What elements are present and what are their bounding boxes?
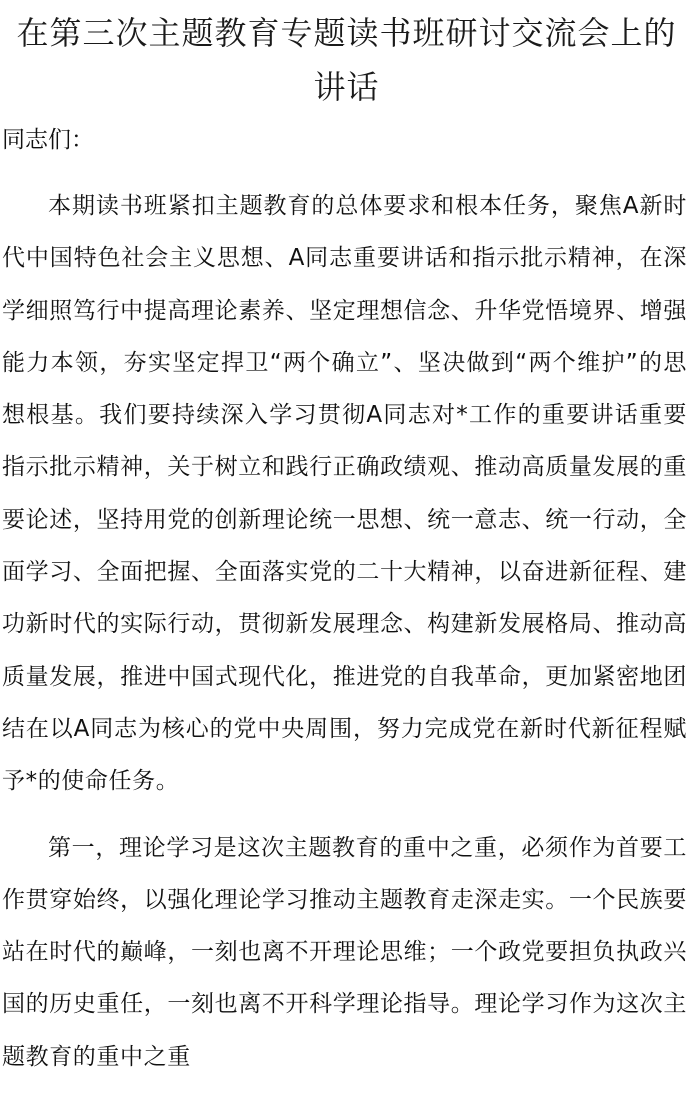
body-paragraph-1: 本期读书班紧扣主题教育的总体要求和根本任务，聚焦A新时代中国特色社会主义思想、A同志重要讲话和指示批示精神，在深学细照笃行中提高理论素养、坚定理想信念、升华党悟境界、增强能力本领，夯实坚定捍卫“两个确立”、坚决做到“两个维护”的思想根基。我们要持续深入学习贯彻A同志对*工作的重要讲话重要指示批示精神，关于树立和践行正确政绩观、推动高质量发展的重要论述，坚持用党的创新理论统一思想、统一意志、统一行动，全面学习、全面把握、全面落实党的二十大精神，以奋进新征程、建功新时代的实际行动，贯彻新发展理念、构建新发展格局、推动高质量发展，推进中国式现代化，推进党的自我革命，更加紧密地团结在以A同志为核心的党中央周围，努力完成党在新时代新征程赋予*的使命任务。 bbox=[2, 193, 687, 795]
document-title: 在第三次主题教育专题读书班研讨交流会上的讲话 bbox=[16, 14, 677, 106]
salutation: 同志们： bbox=[2, 127, 94, 153]
body-paragraph-2: 第一，理论学习是这次主题教育的重中之重，必须作为首要工作贯穿始终，以强化理论学习推动主题教育走深走实。一个民族要站在时代的巅峰，一刻也离不开理论思维；一个政党要担负执政兴国的历史重任，一刻也离不开科学理论指导。理论学习作为这次主题教育的重中之重 bbox=[2, 834, 687, 1070]
